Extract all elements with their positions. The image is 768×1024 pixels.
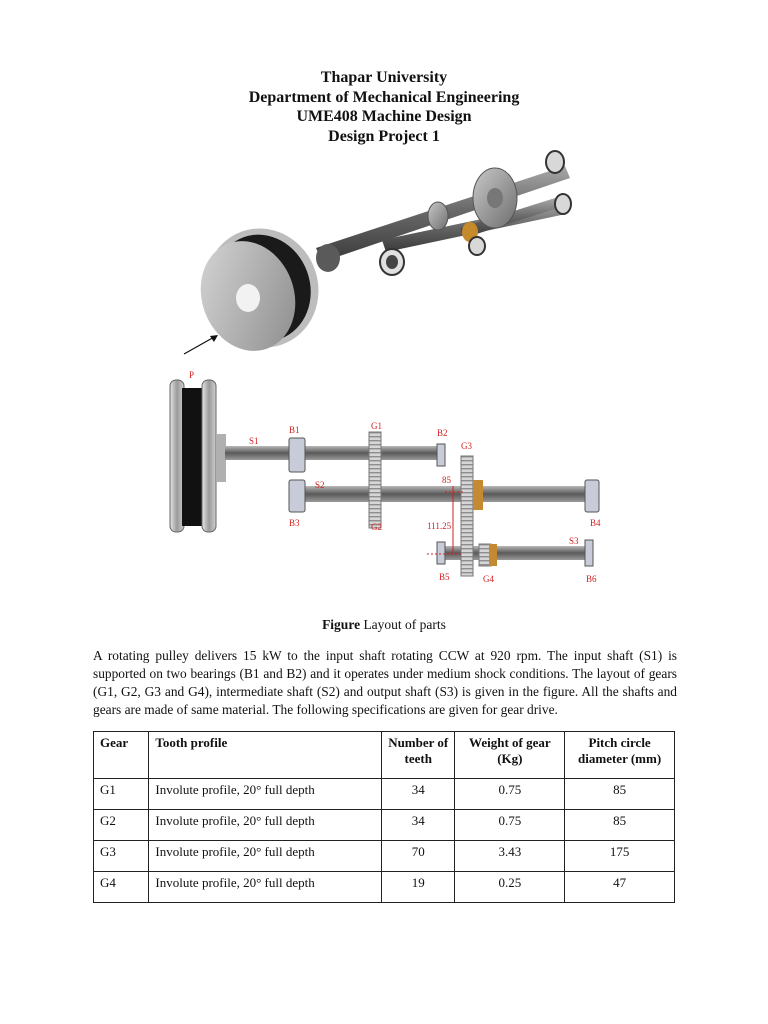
header-pitch-diameter: Pitch circle diameter (mm) bbox=[565, 732, 675, 779]
header-tooth-profile: Tooth profile bbox=[149, 732, 382, 779]
label-s2: S2 bbox=[315, 480, 325, 490]
shaft-s1 bbox=[225, 446, 437, 460]
cell-weight: 0.75 bbox=[455, 779, 565, 810]
cell-pcd: 85 bbox=[565, 779, 675, 810]
cell-tooth-profile: Involute profile, 20° full depth bbox=[149, 872, 382, 903]
cell-pcd: 175 bbox=[565, 841, 675, 872]
label-b2: B2 bbox=[437, 428, 448, 438]
cell-gear: G1 bbox=[94, 779, 149, 810]
cell-tooth-profile: Involute profile, 20° full depth bbox=[149, 810, 382, 841]
assembly-3d-figure bbox=[170, 148, 610, 370]
label-g1: G1 bbox=[371, 421, 382, 431]
label-g3: G3 bbox=[461, 441, 472, 451]
layout-2d-figure bbox=[165, 368, 615, 593]
label-b3: B3 bbox=[289, 518, 300, 528]
label-b1: B1 bbox=[289, 425, 300, 435]
cell-pcd: 85 bbox=[565, 810, 675, 841]
cell-tooth-profile: Involute profile, 20° full depth bbox=[149, 779, 382, 810]
course-title: UME408 Machine Design bbox=[296, 108, 472, 125]
cell-pcd: 47 bbox=[565, 872, 675, 903]
cell-gear: G3 bbox=[94, 841, 149, 872]
project-title: Design Project 1 bbox=[328, 127, 440, 145]
label-s1: S1 bbox=[249, 436, 259, 446]
cell-gear: G2 bbox=[94, 810, 149, 841]
cell-teeth: 34 bbox=[381, 810, 455, 841]
cell-weight: 0.75 bbox=[455, 810, 565, 841]
table-row bbox=[94, 872, 675, 903]
label-s3: S3 bbox=[569, 536, 579, 546]
shaft-s3 bbox=[437, 546, 589, 560]
table-row bbox=[94, 779, 675, 810]
cell-weight: 3.43 bbox=[455, 841, 565, 872]
label-b6: B6 bbox=[586, 574, 597, 584]
pulley-2d bbox=[170, 380, 226, 532]
cell-teeth: 34 bbox=[381, 779, 455, 810]
shaft-s2 bbox=[293, 486, 591, 502]
table-row bbox=[94, 841, 675, 872]
cell-tooth-profile: Involute profile, 20° full depth bbox=[149, 841, 382, 872]
label-g4: G4 bbox=[483, 574, 494, 584]
document-header bbox=[0, 68, 768, 146]
label-g2: G2 bbox=[371, 522, 382, 532]
label-dim-85: 85 bbox=[442, 475, 451, 485]
department-title: Department of Mechanical Engineering bbox=[248, 88, 520, 106]
caption-bold: Figure bbox=[322, 617, 361, 632]
label-b4: B4 bbox=[590, 518, 601, 528]
table-row bbox=[94, 810, 675, 841]
pulley-3d bbox=[186, 212, 336, 364]
cell-teeth: 70 bbox=[381, 841, 455, 872]
header-number-of-teeth: Number of teeth bbox=[381, 732, 455, 779]
cell-weight: 0.25 bbox=[455, 872, 565, 903]
university-title: Thapar University bbox=[320, 69, 448, 86]
table-header-row bbox=[94, 732, 675, 779]
caption-text: Layout of parts bbox=[360, 617, 446, 632]
label-b5: B5 bbox=[439, 572, 450, 582]
label-dim-111: 111.25 bbox=[427, 521, 452, 531]
header-weight: Weight of gear (Kg) bbox=[455, 732, 565, 779]
figure-caption bbox=[0, 617, 768, 633]
label-p: P bbox=[189, 370, 195, 380]
gear-spec-table bbox=[93, 731, 675, 903]
header-gear: Gear bbox=[94, 732, 149, 779]
arrow-line bbox=[184, 336, 216, 354]
cell-gear: G4 bbox=[94, 872, 149, 903]
problem-statement: A rotating pulley delivers 15 kW to the input shaft rotating CCW at 920 rpm. The input shaft (S1) is supported on two bearings (B1 and B2) and it operates under medium shock conditions. The layout of gears (G1, G2, G3 and G4), intermediate shaft (S2) and output shaft (S3) is given in the figure. All the shafts and gears are made of same material. The following specifications are given for gear drive. bbox=[93, 648, 677, 717]
cell-teeth: 19 bbox=[381, 872, 455, 903]
